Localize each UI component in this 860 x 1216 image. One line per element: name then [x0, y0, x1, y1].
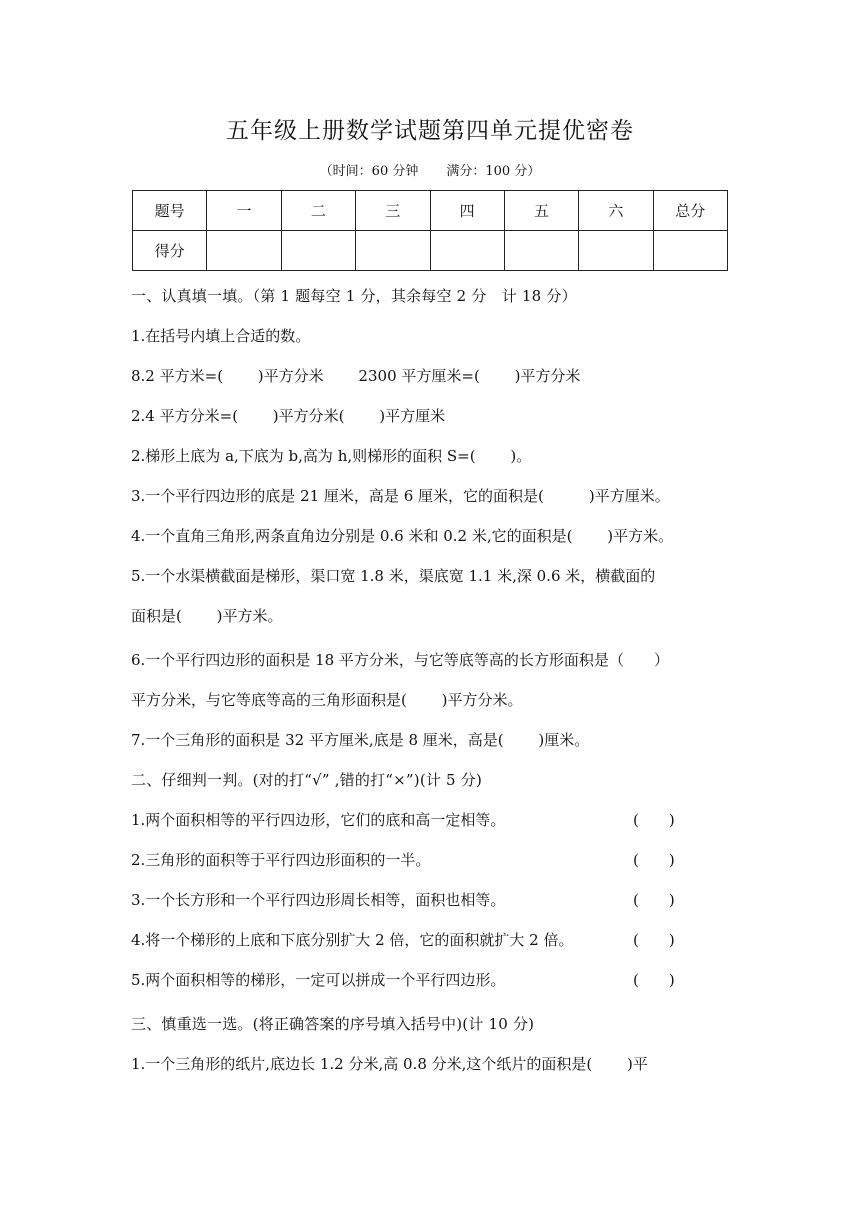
question-line: 7.一个三角形的面积是 32 平方厘米,底是 8 厘米，高是( )厘米。	[131, 731, 590, 749]
answer-blank[interactable]: ( )	[633, 851, 675, 869]
question-line: 2.4 平方分米=( )平方分米( )平方厘米	[131, 407, 446, 425]
score-cell	[579, 231, 653, 271]
question-line: 8.2 平方米=( )平方分米 2300 平方厘米=( )平方分米	[131, 367, 581, 385]
section-heading-true-false: 二、仔细判一判。(对的打“√” ,错的打“×”)(计 5 分)	[131, 771, 483, 789]
row-label-cell: 得分	[133, 231, 207, 271]
full-score: 满分：100 分）	[446, 164, 541, 179]
header-cell: 五	[504, 191, 578, 231]
score-cell	[504, 231, 578, 271]
header-cell: 题号	[133, 191, 207, 231]
score-table-score-row	[133, 231, 728, 271]
question-line: 5.一个水渠横截面是梯形，渠口宽 1.8 米，渠底宽 1.1 米,深 0.6 米，横截面的	[131, 567, 656, 585]
score-table-header-row	[133, 191, 728, 231]
judge-item: 1.两个面积相等的平行四边形，它们的底和高一定相等。	[131, 811, 506, 829]
judge-item: 5.两个面积相等的梯形，一定可以拼成一个平行四边形。	[131, 971, 506, 989]
answer-blank[interactable]: ( )	[633, 971, 675, 989]
time-limit: （时间：60 分钟	[319, 164, 419, 179]
header-cell: 四	[430, 191, 504, 231]
question-line: 1.一个三角形的纸片,底边长 1.2 分米,高 0.8 分米,这个纸片的面积是( )平	[131, 1055, 648, 1073]
question-line: 1.在括号内填上合适的数。	[131, 327, 311, 345]
question-line: 平方分米，与它等底等高的三角形面积是( )平方分米。	[131, 691, 523, 709]
question-line: 面积是( )平方米。	[131, 607, 283, 625]
score-table	[132, 190, 728, 271]
question-line: 3.一个平行四边形的底是 21 厘米，高是 6 厘米，它的面积是( )平方厘米。	[131, 487, 670, 505]
page-title: 五年级上册数学试题第四单元提优密卷	[226, 118, 634, 144]
answer-blank[interactable]: ( )	[633, 811, 675, 829]
score-cell	[356, 231, 430, 271]
judge-item: 3.一个长方形和一个平行四边形周长相等，面积也相等。	[131, 891, 506, 909]
section-heading-fill-in: 一、认真填一填。（第 1 题每空 1 分，其余每空 2 分 计 18 分）	[131, 287, 577, 305]
score-cell	[430, 231, 504, 271]
score-cell	[207, 231, 281, 271]
exam-info	[0, 160, 860, 179]
score-cell	[281, 231, 355, 271]
judge-item: 4.将一个梯形的上底和下底分别扩大 2 倍，它的面积就扩大 2 倍。	[131, 931, 574, 949]
question-line: 2.梯形上底为 a,下底为 b,高为 h,则梯形的面积 S=( )。	[131, 447, 532, 465]
header-cell: 总分	[653, 191, 727, 231]
header-cell: 六	[579, 191, 653, 231]
answer-blank[interactable]: ( )	[633, 891, 675, 909]
score-cell	[653, 231, 727, 271]
judge-item: 2.三角形的面积等于平行四边形面积的一半。	[131, 851, 431, 869]
header-cell: 二	[281, 191, 355, 231]
section-heading-multiple-choice: 三、慎重选一选。(将正确答案的序号填入括号中)(计 10 分)	[131, 1015, 535, 1033]
answer-blank[interactable]: ( )	[633, 931, 675, 949]
header-cell: 三	[356, 191, 430, 231]
question-line: 4.一个直角三角形,两条直角边分别是 0.6 米和 0.2 米,它的面积是( )平方米。	[131, 527, 674, 545]
question-line: 6.一个平行四边形的面积是 18 平方分米，与它等底等高的长方形面积是（ ）	[131, 651, 669, 669]
header-cell: 一	[207, 191, 281, 231]
